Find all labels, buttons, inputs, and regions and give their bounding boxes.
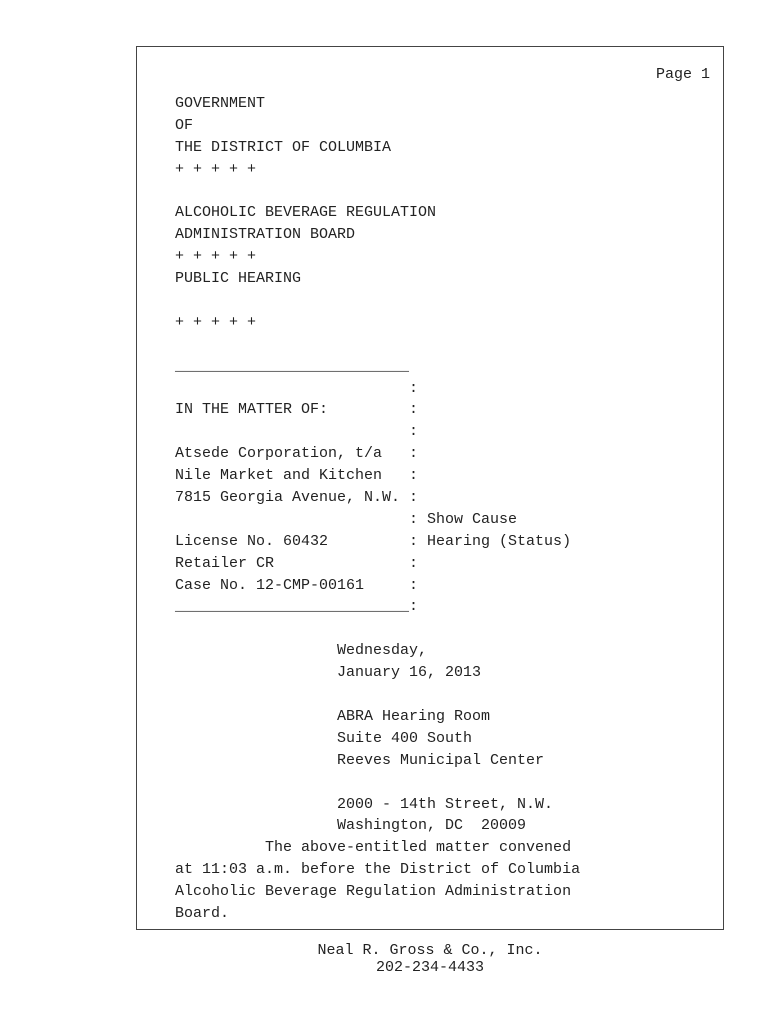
transcript-line: Retailer CR :: [175, 554, 419, 572]
transcript-line: Wednesday,: [175, 642, 428, 660]
transcript-line: Reeves Municipal Center: [175, 751, 545, 769]
transcript-line: PUBLIC HEARING: [175, 270, 302, 288]
footer-phone: 202-234-4433: [375, 959, 485, 976]
transcript-line: + + + + +: [175, 313, 257, 331]
transcript-line: at 11:03 a.m. before the District of Columbia: [175, 861, 581, 879]
transcript-line: IN THE MATTER OF: :: [175, 401, 419, 419]
transcript-line: 2000 - 14th Street, N.W.: [175, 795, 554, 813]
transcript-line: Alcoholic Beverage Regulation Administration: [175, 883, 572, 901]
transcript-line: 7815 Georgia Avenue, N.W. :: [175, 489, 419, 507]
footer: [136, 942, 724, 976]
transcript-line: [175, 618, 715, 640]
transcript-line: + + + + +: [175, 248, 257, 266]
transcript-line: ALCOHOLIC BEVERAGE REGULATION: [175, 204, 437, 222]
transcript-line: [175, 684, 715, 706]
transcript-line: :: [175, 423, 419, 441]
transcript-line: [175, 181, 715, 203]
transcript-line: ABRA Hearing Room: [175, 707, 491, 725]
transcript-line: Board.: [175, 904, 230, 922]
transcript-line: :: [175, 379, 419, 397]
transcript-line: [175, 334, 715, 356]
transcript-line: Suite 400 South: [175, 729, 473, 747]
footer-company: Neal R. Gross & Co., Inc.: [317, 942, 543, 959]
transcript-line: : Show Cause: [175, 510, 518, 528]
transcript-line: ADMINISTRATION BOARD: [175, 226, 356, 244]
transcript-line: Washington, DC 20009: [175, 817, 527, 835]
transcript-line: __________________________:: [175, 598, 419, 616]
transcript-line: License No. 60432 : Hearing (Status): [175, 532, 572, 550]
transcript-line: [175, 290, 715, 312]
transcript-line: Atsede Corporation, t/a :: [175, 445, 419, 463]
transcript-line: OF: [175, 116, 194, 134]
page-number: Page 1: [656, 66, 711, 83]
transcript-line: THE DISTRICT OF COLUMBIA: [175, 138, 392, 156]
transcript-line: GOVERNMENT: [175, 95, 266, 112]
transcript-line: + + + + +: [175, 160, 257, 178]
transcript-line: Case No. 12-CMP-00161 :: [175, 576, 419, 594]
transcript-line: [175, 772, 715, 794]
transcript-line: January 16, 2013: [175, 664, 482, 682]
transcript-line: __________________________: [175, 357, 410, 375]
transcript-line: Nile Market and Kitchen :: [175, 467, 419, 485]
transcript-line: The above-entitled matter convened: [175, 839, 572, 857]
transcript-body: [175, 93, 715, 925]
